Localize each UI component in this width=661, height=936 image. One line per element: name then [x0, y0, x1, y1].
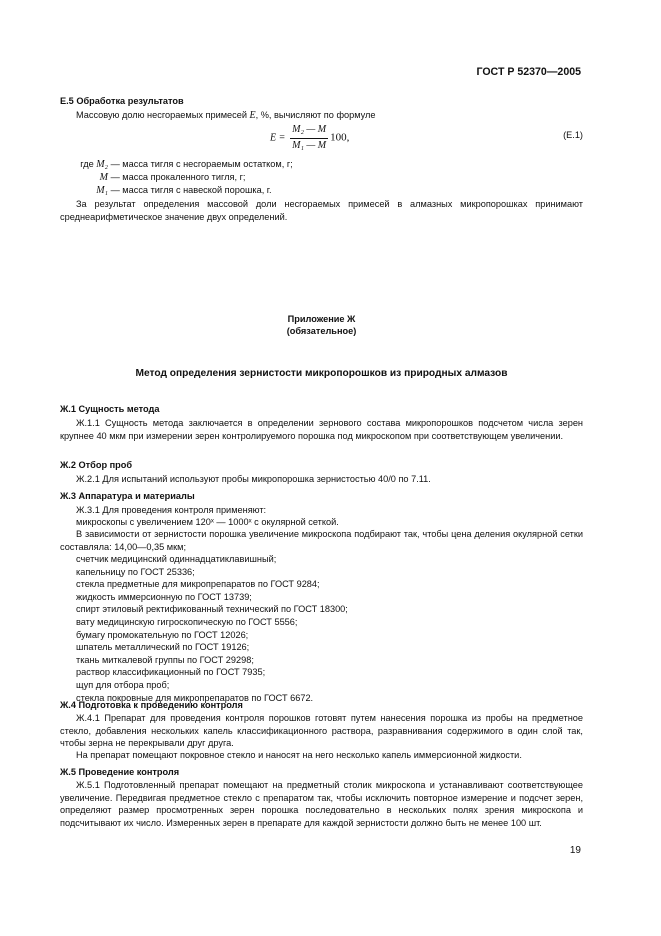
section-e5-heading: Е.5 Обработка результатов	[60, 96, 184, 106]
list-item: ткань миткалевой группы по ГОСТ 29298;	[76, 654, 254, 665]
list-item: вату медицинскую гигроскопическую по ГОСТ 5556;	[76, 616, 298, 627]
list-item: раствор классификационный по ГОСТ 7935;	[76, 667, 266, 678]
section-j2-paragraph: Ж.2.1 Для испытаний используют пробы микропорошка зернистостью 40/0 по 7.11.	[76, 474, 431, 484]
formula-e1	[270, 124, 349, 152]
formula-factor: 100,	[330, 131, 350, 144]
section-j4-heading: Ж.4 Подготовка к проведению контроля	[60, 700, 243, 710]
definition-row: где M₂ — масса тигля с несгораемым остатком, г;	[80, 159, 293, 170]
definition-text: — масса тигля с навеской порошка, г.	[110, 185, 272, 195]
list-item: стекла покровные для микропрепаратов по ГОСТ 6672.	[76, 692, 314, 703]
section-j3-paragraph: Ж.3.1 Для проведения контроля применяют:	[76, 505, 267, 515]
section-j1-heading: Ж.1 Сущность метода	[60, 404, 160, 414]
section-j3-microscopes: микроскопы с увеличением 120ˣ — 1000ˣ с окулярной сеткой.	[76, 517, 339, 527]
definition-text: — масса прокаленного тигля, г;	[110, 172, 246, 182]
section-j3-paragraph-2: В зависимости от зернистости порошка увеличение микроскопа подбирают так, чтобы цена деления окулярной сетки составляла: 14,00—0,35 мкм;	[60, 529, 583, 552]
section-e5-intro: Массовую долю несгораемых примесей E, %, вычисляют по формуле	[76, 110, 376, 121]
formula-lhs: E =	[270, 132, 286, 144]
formula-definitions	[60, 158, 293, 197]
page-number: 19	[569, 845, 581, 856]
definition-row: M₁ — масса тигля с навеской порошка, г.	[96, 185, 272, 196]
standard-number: ГОСТ Р 52370—2005	[476, 66, 581, 78]
appendix-method-title: Метод определения зернистости микропорошков из природных алмазов	[135, 368, 508, 379]
list-item: стекла предметные для микропрепаратов по ГОСТ 9284;	[76, 579, 320, 590]
formula-number: (Е.1)	[563, 130, 583, 140]
section-j4-paragraph-2: На препарат помещают покровное стекло и наносят на него несколько капель иммерсионной жидкости.	[76, 750, 522, 760]
list-item: капельницу по ГОСТ 25336;	[76, 566, 195, 577]
formula-fraction	[290, 124, 328, 152]
list-item: шпатель металлический по ГОСТ 19126;	[76, 642, 250, 653]
definition-text: — масса тигля с несгораемым остатком, г;	[110, 159, 293, 169]
section-j3-heading: Ж.3 Аппаратура и материалы	[60, 491, 195, 501]
section-j2-heading: Ж.2 Отбор проб	[60, 460, 133, 470]
appendix-title: Приложение Ж	[287, 314, 356, 324]
variable-e: E	[249, 110, 256, 121]
formula-numerator: M₂ — M	[290, 124, 328, 139]
definition-row: M — масса прокаленного тигля, г;	[99, 172, 246, 183]
section-j1-paragraph: Ж.1.1 Сущность метода заключается в определении зернового состава микропорошков подсчетом числа зерен крупнее 40 мкм при измерении зерен контролируемого порошка под микроскопом при соответствующем увеличении.	[60, 418, 583, 441]
formula-denominator: M₁ — M	[292, 139, 327, 151]
list-item: щуп для отбора проб;	[76, 679, 170, 690]
where-word: где	[80, 159, 94, 169]
list-item: жидкость иммерсионную по ГОСТ 13739;	[76, 591, 252, 602]
section-j5-paragraph: Ж.5.1 Подготовленный препарат помещают на предметный столик микроскопа и устанавливают соответствующее увеличение. Передвигая предметное стекло с препаратом так, чтобы исключить повторное измерение и подсчет зерен, определяют размер просмотренных зерен порошка последовательно в нескольких полях зрения микроскопа и подсчитывают их число. Измеренных зерен в препарате для каждой зернистости должно быть не менее 100 шт.	[60, 780, 583, 828]
list-item: бумагу промокательную по ГОСТ 12026;	[76, 629, 249, 640]
section-j5-heading: Ж.5 Проведение контроля	[60, 767, 180, 777]
appendix-status: (обязательное)	[286, 326, 357, 336]
list-item: спирт этиловый ректификованный технический по ГОСТ 18300;	[76, 604, 348, 615]
section-j4-paragraph: Ж.4.1 Препарат для проведения контроля порошков готовят путем нанесения порошка из пробы на предметное стекло, добавления нескольких капель классификационного раствора, разравнивания содержимого в один слой так, чтобы зерна не перекрывали друг друга.	[60, 713, 583, 749]
section-e5-result: За результат определения массовой доли несгораемых примесей в алмазных микропорошках принимают среднеарифметическое значение двух определений.	[60, 199, 583, 222]
list-item: счетчик медицинский одиннадцатиклавишный;	[76, 554, 277, 564]
equipment-list	[60, 553, 583, 704]
